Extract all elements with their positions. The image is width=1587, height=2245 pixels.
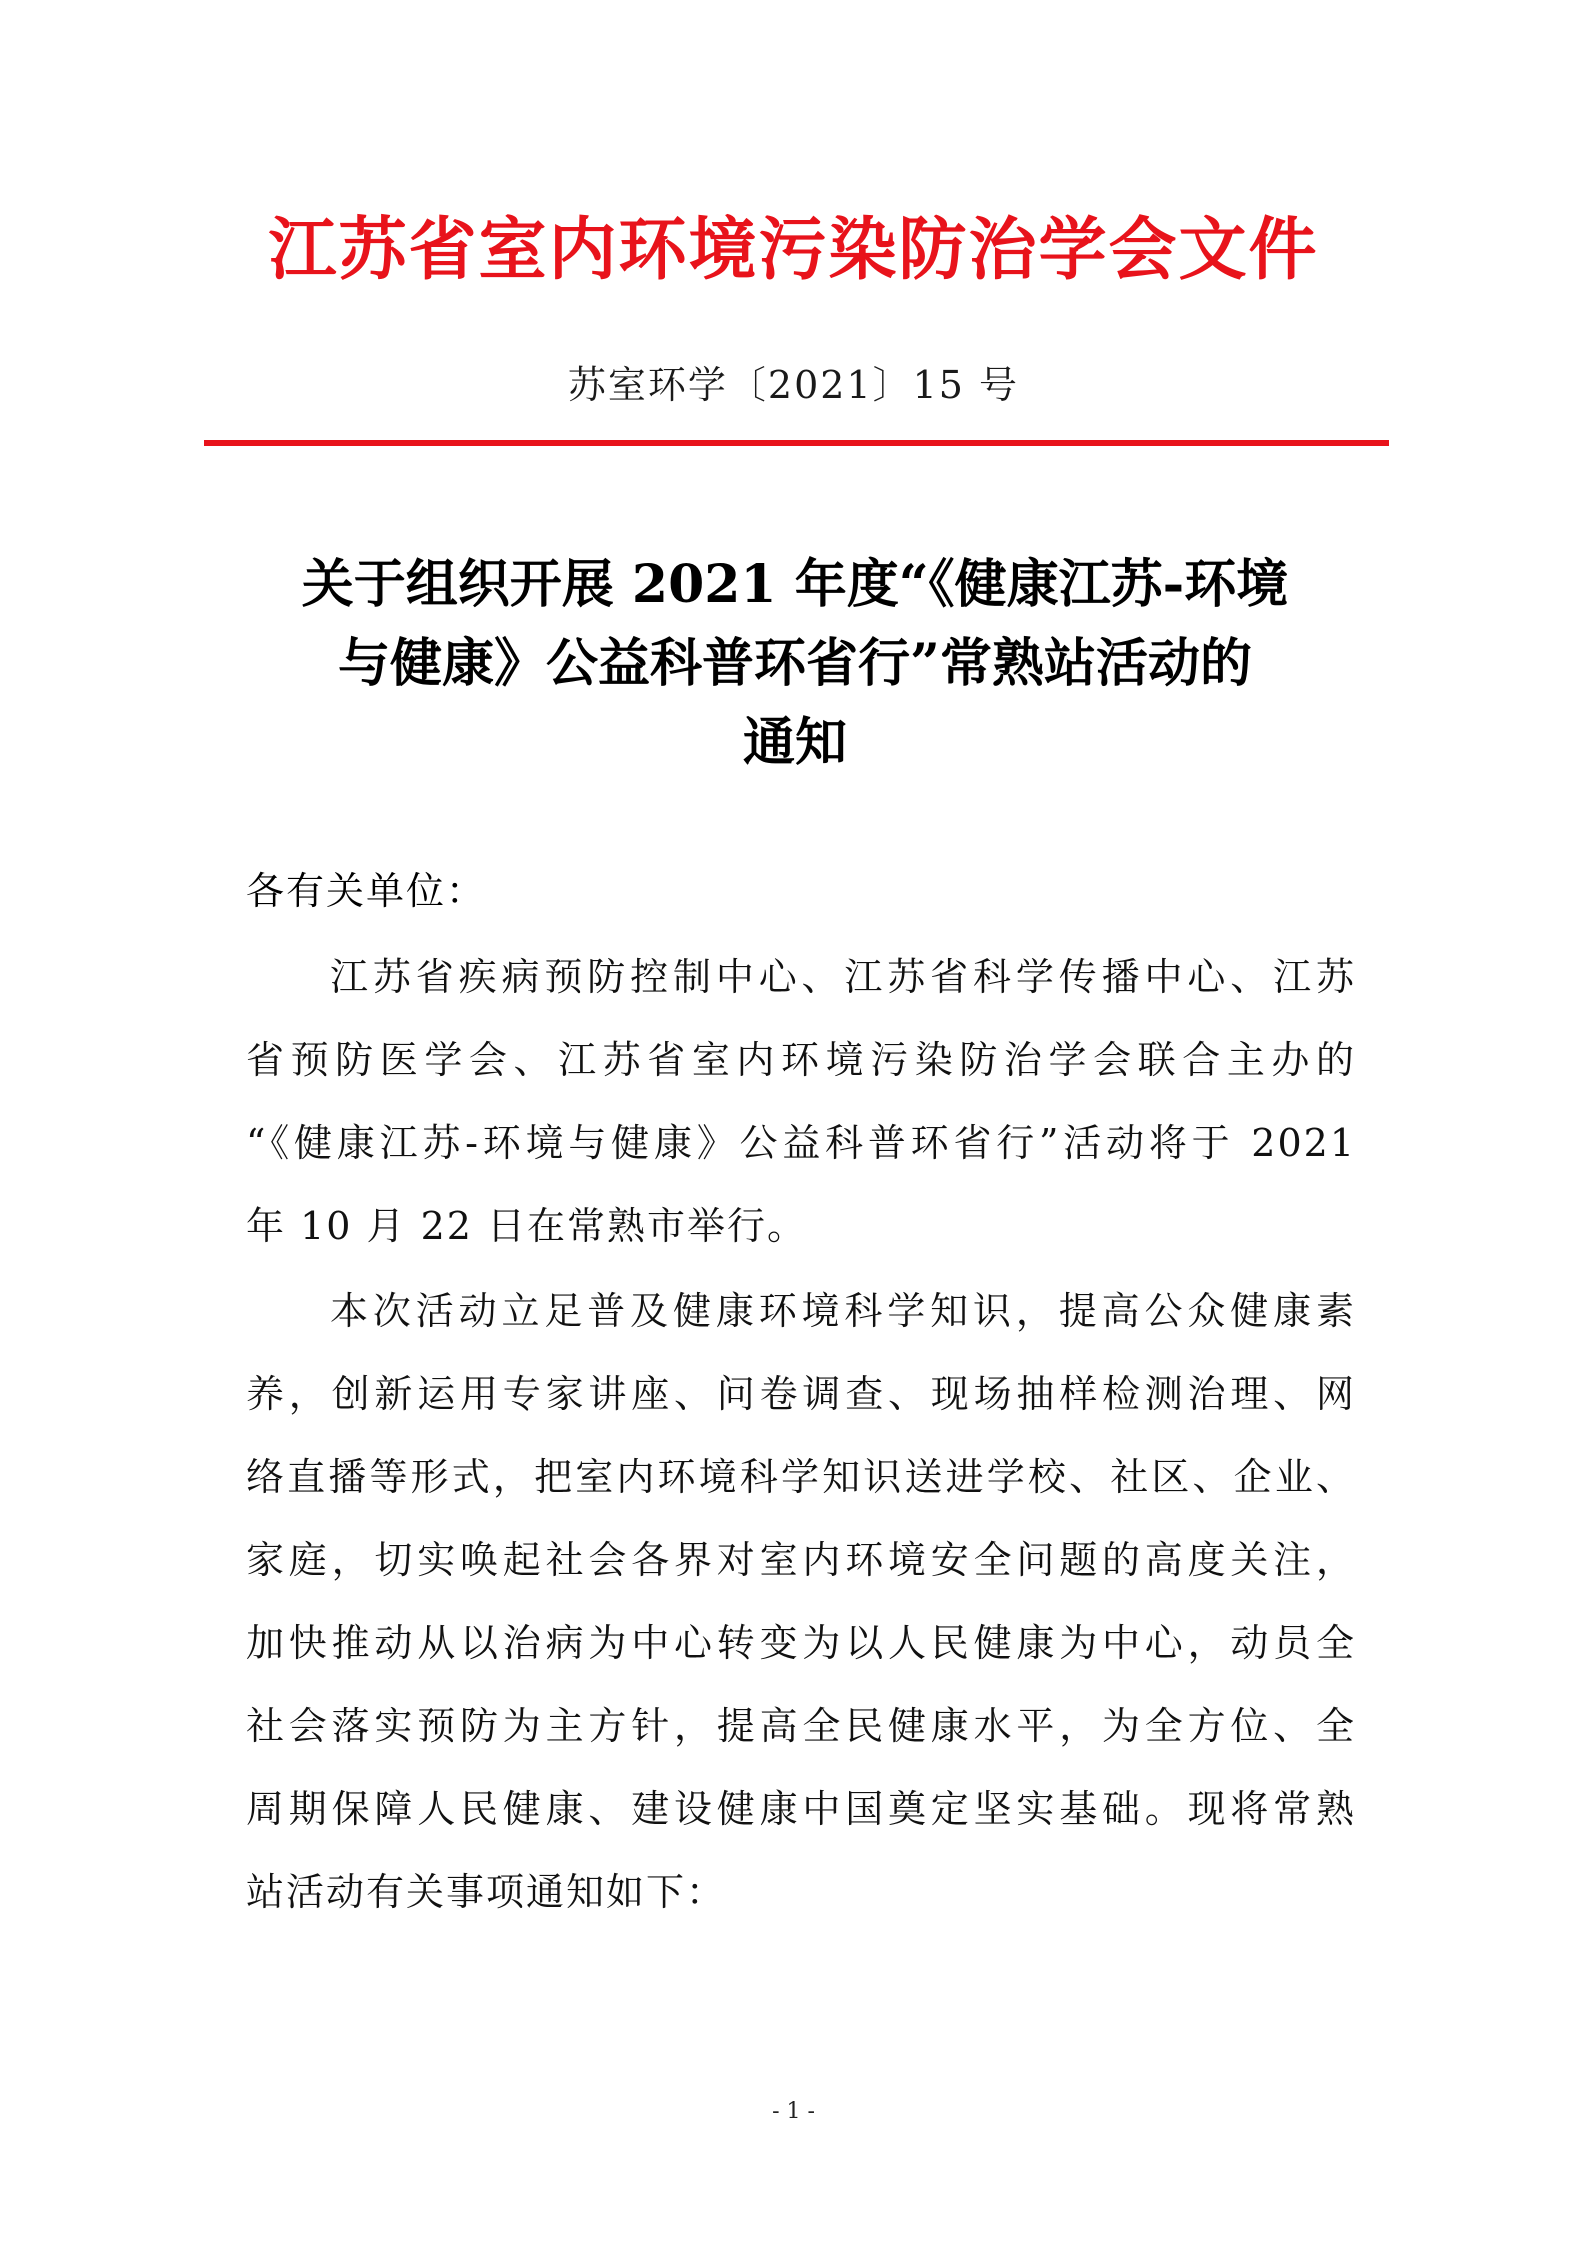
- paragraph-line: 社会落实预防为主方针，提高全民健康水平，为全方位、全: [246, 1704, 1356, 1748]
- paragraph-line: 养，创新运用专家讲座、问卷调查、现场抽样检测治理、网: [246, 1372, 1356, 1416]
- title-line: 通知: [742, 712, 847, 773]
- red-divider-rule: [204, 440, 1389, 446]
- paragraph-line: 络直播等形式，把室内环境科学知识送进学校、社区、企业、: [246, 1455, 1356, 1499]
- paragraph-line: 家庭，切实唤起社会各界对室内环境安全问题的高度关注，: [246, 1538, 1356, 1582]
- body-paragraph-organizers: [246, 936, 1356, 1268]
- document-number: 苏室环学〔2021〕15 号: [567, 363, 1020, 407]
- title-line: 关于组织开展 2021 年度“《健康江苏-环境: [301, 554, 1289, 615]
- paragraph-line: 江苏省疾病预防控制中心、江苏省科学传播中心、江苏: [330, 955, 1356, 999]
- paragraph-line: “《健康江苏-环境与健康》公益科普环省行”活动将于 2021: [246, 1121, 1356, 1165]
- paragraph-line: 周期保障人民健康、建设健康中国奠定坚实基础。现将常熟: [246, 1787, 1356, 1831]
- paragraph-line: 本次活动立足普及健康环境科学知识，提高公众健康素: [330, 1289, 1356, 1333]
- paragraph-line: 省预防医学会、江苏省室内环境污染防治学会联合主办的: [246, 1038, 1356, 1082]
- paragraph-line: 加快推动从以治病为中心转变为以人民健康为中心，动员全: [246, 1621, 1356, 1665]
- paragraph-line: 站活动有关事项通知如下：: [246, 1870, 727, 1914]
- page-number: - 1 -: [772, 2099, 815, 2124]
- title-line: 与健康》公益科普环省行”常熟站活动的: [338, 633, 1252, 694]
- paragraph-line: 年 10 月 22 日在常熟市举行。: [246, 1204, 808, 1248]
- notice-title: [240, 545, 1350, 782]
- issuing-organization-header: 江苏省室内环境污染防治学会文件: [268, 210, 1319, 290]
- salutation: 各有关单位：: [246, 869, 487, 913]
- body-paragraph-purpose: [246, 1270, 1356, 1934]
